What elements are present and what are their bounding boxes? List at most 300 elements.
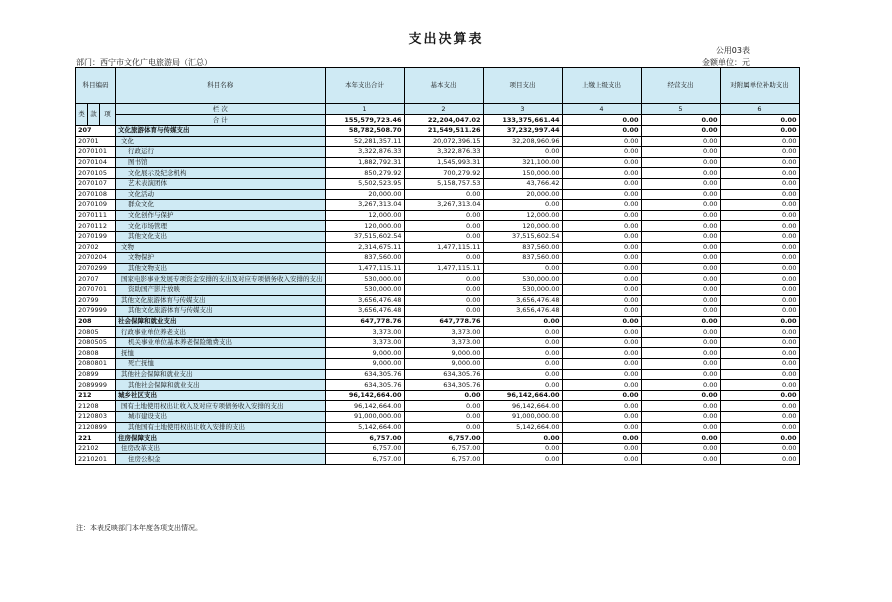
row-business: 0.00 [641, 348, 720, 359]
row-name: 文化市场管理 [116, 221, 326, 232]
row-project: 0.00 [483, 200, 562, 211]
row-basic: 3,267,313.04 [404, 200, 483, 211]
row-subsidy: 0.00 [720, 422, 799, 433]
row-basic: 3,322,876.33 [404, 147, 483, 158]
row-business: 0.00 [641, 274, 720, 285]
table-row [76, 136, 800, 147]
table-row [76, 168, 800, 179]
row-upper: 0.00 [562, 327, 641, 338]
row-business: 0.00 [641, 284, 720, 295]
row-project: 0.00 [483, 380, 562, 391]
row-project: 0.00 [483, 263, 562, 274]
row-code: 2080801 [76, 359, 116, 370]
row-subsidy: 0.00 [720, 337, 799, 348]
row-name: 住房改革支出 [116, 443, 326, 454]
row-project: 0.00 [483, 369, 562, 380]
row-name: 其他文化旅游体育与传媒支出 [116, 306, 326, 317]
header-subsidy: 对附属单位补助支出 [720, 68, 799, 104]
row-basic: 1,477,115.11 [404, 263, 483, 274]
column-index-1: 1 [325, 104, 404, 115]
row-subsidy: 0.00 [720, 433, 799, 444]
row-name: 行政事业单位养老支出 [116, 327, 326, 338]
table-row [76, 200, 800, 211]
row-upper: 0.00 [562, 412, 641, 423]
row-upper: 0.00 [562, 242, 641, 253]
row-subsidy: 0.00 [720, 348, 799, 359]
row-basic: 21,549,511.26 [404, 126, 483, 137]
row-total: 96,142,664.00 [325, 390, 404, 401]
row-code: 2070109 [76, 200, 116, 211]
row-basic: 9,000.00 [404, 348, 483, 359]
row-total: 850,279.92 [325, 168, 404, 179]
row-subsidy: 0.00 [720, 390, 799, 401]
row-basic: 0.00 [404, 221, 483, 232]
table-row [76, 422, 800, 433]
row-code: 208 [76, 316, 116, 327]
row-upper: 0.00 [562, 189, 641, 200]
table-row [76, 390, 800, 401]
row-basic: 0.00 [404, 295, 483, 306]
row-name: 抚恤 [116, 348, 326, 359]
row-business: 0.00 [641, 306, 720, 317]
row-basic: 6,757.00 [404, 433, 483, 444]
table-row [76, 189, 800, 200]
table-row [76, 316, 800, 327]
row-name: 其他国有土地使用权出让收入安排的支出 [116, 422, 326, 433]
row-project: 321,100.00 [483, 157, 562, 168]
row-business: 0.00 [641, 443, 720, 454]
total-c6: 0.00 [720, 115, 799, 126]
row-business: 0.00 [641, 422, 720, 433]
row-code: 2070111 [76, 210, 116, 221]
table-row [76, 369, 800, 380]
row-subsidy: 0.00 [720, 253, 799, 264]
row-upper: 0.00 [562, 306, 641, 317]
row-project: 43,766.42 [483, 178, 562, 189]
row-upper: 0.00 [562, 253, 641, 264]
row-business: 0.00 [641, 157, 720, 168]
row-code: 20702 [76, 242, 116, 253]
row-business: 0.00 [641, 390, 720, 401]
row-name: 文物保护 [116, 253, 326, 264]
row-code: 2070107 [76, 178, 116, 189]
row-total: 52,281,357.11 [325, 136, 404, 147]
total-label: 合 计 [116, 115, 326, 126]
row-code: 2070204 [76, 253, 116, 264]
row-project: 37,515,602.54 [483, 231, 562, 242]
row-total: 530,000.00 [325, 284, 404, 295]
column-index-6: 6 [720, 104, 799, 115]
header-xiang: 项 [100, 104, 116, 126]
row-project: 837,560.00 [483, 253, 562, 264]
row-subsidy: 0.00 [720, 157, 799, 168]
row-project: 5,142,664.00 [483, 422, 562, 433]
row-total: 530,000.00 [325, 274, 404, 285]
row-total: 3,373.00 [325, 327, 404, 338]
row-subsidy: 0.00 [720, 454, 799, 465]
table-row [76, 348, 800, 359]
row-business: 0.00 [641, 454, 720, 465]
row-code: 2070299 [76, 263, 116, 274]
row-name: 群众文化 [116, 200, 326, 211]
row-subsidy: 0.00 [720, 168, 799, 179]
row-upper: 0.00 [562, 316, 641, 327]
row-upper: 0.00 [562, 443, 641, 454]
table-row [76, 284, 800, 295]
row-code: 2080505 [76, 337, 116, 348]
row-business: 0.00 [641, 147, 720, 158]
row-name: 文物 [116, 242, 326, 253]
header-basic: 基本支出 [404, 68, 483, 104]
row-upper: 0.00 [562, 295, 641, 306]
table-row [76, 337, 800, 348]
footnote: 注：本表反映部门本年度各项支出情况。 [76, 524, 202, 532]
table-row [76, 295, 800, 306]
row-code: 21208 [76, 401, 116, 412]
row-name: 社会保障和就业支出 [116, 316, 326, 327]
row-code: 2070101 [76, 147, 116, 158]
row-name: 行政运行 [116, 147, 326, 158]
row-project: 0.00 [483, 348, 562, 359]
row-upper: 0.00 [562, 284, 641, 295]
row-business: 0.00 [641, 316, 720, 327]
row-name: 住房公积金 [116, 454, 326, 465]
row-basic: 0.00 [404, 284, 483, 295]
row-total: 91,000,000.00 [325, 412, 404, 423]
row-basic: 9,000.00 [404, 359, 483, 370]
row-basic: 0.00 [404, 401, 483, 412]
row-subsidy: 0.00 [720, 295, 799, 306]
row-name: 其他社会保障和就业支出 [116, 380, 326, 391]
table-row [76, 210, 800, 221]
row-project: 530,000.00 [483, 284, 562, 295]
amount-unit-label: 金额单位：元 [702, 58, 750, 67]
table-row [76, 401, 800, 412]
row-subsidy: 0.00 [720, 327, 799, 338]
table-row [76, 274, 800, 285]
row-total: 3,656,476.48 [325, 306, 404, 317]
row-business: 0.00 [641, 369, 720, 380]
row-code: 2079999 [76, 306, 116, 317]
row-business: 0.00 [641, 242, 720, 253]
table-row [76, 126, 800, 137]
row-name: 资助国产影片放映 [116, 284, 326, 295]
row-basic: 5,158,757.53 [404, 178, 483, 189]
row-code: 2070199 [76, 231, 116, 242]
row-code: 221 [76, 433, 116, 444]
row-name: 城市建设支出 [116, 412, 326, 423]
row-business: 0.00 [641, 337, 720, 348]
row-total: 120,000.00 [325, 221, 404, 232]
row-project: 0.00 [483, 147, 562, 158]
row-basic: 700,279.92 [404, 168, 483, 179]
row-upper: 0.00 [562, 337, 641, 348]
row-upper: 0.00 [562, 147, 641, 158]
row-basic: 0.00 [404, 390, 483, 401]
row-basic: 3,373.00 [404, 327, 483, 338]
row-name: 文化旅游体育与传媒支出 [116, 126, 326, 137]
table-row [76, 327, 800, 338]
row-business: 0.00 [641, 136, 720, 147]
column-index-5: 5 [641, 104, 720, 115]
row-code: 2070112 [76, 221, 116, 232]
row-subsidy: 0.00 [720, 443, 799, 454]
row-business: 0.00 [641, 189, 720, 200]
row-basic: 0.00 [404, 210, 483, 221]
header-business: 经营支出 [641, 68, 720, 104]
row-name: 其他文物支出 [116, 263, 326, 274]
row-upper: 0.00 [562, 359, 641, 370]
row-name: 住房保障支出 [116, 433, 326, 444]
row-upper: 0.00 [562, 401, 641, 412]
row-business: 0.00 [641, 231, 720, 242]
row-basic: 1,477,115.11 [404, 242, 483, 253]
row-code: 2210201 [76, 454, 116, 465]
department-label: 部门：西宁市文化广电旅游局（汇总） [76, 58, 212, 67]
row-upper: 0.00 [562, 369, 641, 380]
row-subsidy: 0.00 [720, 189, 799, 200]
form-number: 公用03表 [715, 46, 750, 55]
table-row [76, 359, 800, 370]
row-basic: 647,778.76 [404, 316, 483, 327]
row-subsidy: 0.00 [720, 284, 799, 295]
row-subsidy: 0.00 [720, 359, 799, 370]
row-code: 20701 [76, 136, 116, 147]
row-code: 2070108 [76, 189, 116, 200]
row-code: 2089999 [76, 380, 116, 391]
row-code: 2070701 [76, 284, 116, 295]
row-business: 0.00 [641, 126, 720, 137]
row-code: 212 [76, 390, 116, 401]
row-upper: 0.00 [562, 157, 641, 168]
row-project: 3,656,476.48 [483, 295, 562, 306]
row-name: 艺术表演团体 [116, 178, 326, 189]
row-total: 837,560.00 [325, 253, 404, 264]
row-business: 0.00 [641, 327, 720, 338]
row-basic: 6,757.00 [404, 443, 483, 454]
row-upper: 0.00 [562, 231, 641, 242]
row-basic: 0.00 [404, 306, 483, 317]
row-project: 0.00 [483, 327, 562, 338]
row-total: 6,757.00 [325, 433, 404, 444]
row-subsidy: 0.00 [720, 316, 799, 327]
row-code: 2070105 [76, 168, 116, 179]
row-project: 0.00 [483, 337, 562, 348]
row-business: 0.00 [641, 359, 720, 370]
row-total: 58,782,508.70 [325, 126, 404, 137]
row-business: 0.00 [641, 178, 720, 189]
row-upper: 0.00 [562, 390, 641, 401]
row-code: 20707 [76, 274, 116, 285]
row-name: 国家电影事业发展专项资金安排的支出及对应专项债务收入安排的支出 [116, 274, 326, 285]
row-business: 0.00 [641, 210, 720, 221]
row-upper: 0.00 [562, 274, 641, 285]
row-total: 5,142,664.00 [325, 422, 404, 433]
row-basic: 0.00 [404, 253, 483, 264]
row-subsidy: 0.00 [720, 263, 799, 274]
row-upper: 0.00 [562, 422, 641, 433]
row-code: 20808 [76, 348, 116, 359]
row-business: 0.00 [641, 295, 720, 306]
row-project: 96,142,664.00 [483, 390, 562, 401]
row-basic: 0.00 [404, 231, 483, 242]
row-upper: 0.00 [562, 348, 641, 359]
row-project: 37,232,997.44 [483, 126, 562, 137]
row-subsidy: 0.00 [720, 306, 799, 317]
row-name: 文化活动 [116, 189, 326, 200]
row-name: 城乡社区支出 [116, 390, 326, 401]
row-project: 530,000.00 [483, 274, 562, 285]
table-row [76, 147, 800, 158]
row-total: 5,502,523.95 [325, 178, 404, 189]
table-row [76, 231, 800, 242]
row-project: 20,000.00 [483, 189, 562, 200]
total-c2: 22,204,047.02 [404, 115, 483, 126]
row-code: 207 [76, 126, 116, 137]
row-name: 其他社会保障和就业支出 [116, 369, 326, 380]
row-name: 文化创作与保护 [116, 210, 326, 221]
row-subsidy: 0.00 [720, 178, 799, 189]
row-subsidy: 0.00 [720, 231, 799, 242]
table-row [76, 178, 800, 189]
total-c4: 0.00 [562, 115, 641, 126]
expenditure-table [75, 67, 800, 465]
row-upper: 0.00 [562, 136, 641, 147]
row-basic: 0.00 [404, 189, 483, 200]
row-subsidy: 0.00 [720, 369, 799, 380]
row-project: 0.00 [483, 454, 562, 465]
column-index-4: 4 [562, 104, 641, 115]
row-upper: 0.00 [562, 380, 641, 391]
row-code: 2120803 [76, 412, 116, 423]
table-row [76, 454, 800, 465]
row-total: 1,882,792.31 [325, 157, 404, 168]
row-basic: 20,072,396.15 [404, 136, 483, 147]
row-total: 9,000.00 [325, 359, 404, 370]
row-business: 0.00 [641, 263, 720, 274]
column-index-2: 2 [404, 104, 483, 115]
row-basic: 0.00 [404, 412, 483, 423]
header-upper: 上缴上级支出 [562, 68, 641, 104]
header-project: 项目支出 [483, 68, 562, 104]
table-body [76, 126, 800, 465]
row-subsidy: 0.00 [720, 401, 799, 412]
row-total: 3,322,876.33 [325, 147, 404, 158]
table-row [76, 221, 800, 232]
row-total: 634,305.76 [325, 380, 404, 391]
table-row [76, 242, 800, 253]
row-business: 0.00 [641, 433, 720, 444]
row-subsidy: 0.00 [720, 242, 799, 253]
row-code: 20799 [76, 295, 116, 306]
row-basic: 3,373.00 [404, 337, 483, 348]
row-basic: 0.00 [404, 274, 483, 285]
row-total: 3,373.00 [325, 337, 404, 348]
row-total: 20,000.00 [325, 189, 404, 200]
row-business: 0.00 [641, 253, 720, 264]
row-project: 0.00 [483, 316, 562, 327]
row-subsidy: 0.00 [720, 136, 799, 147]
row-subsidy: 0.00 [720, 380, 799, 391]
row-business: 0.00 [641, 412, 720, 423]
row-project: 0.00 [483, 433, 562, 444]
row-subsidy: 0.00 [720, 126, 799, 137]
row-project: 91,000,000.00 [483, 412, 562, 423]
row-upper: 0.00 [562, 178, 641, 189]
table-row [76, 433, 800, 444]
row-total: 96,142,664.00 [325, 401, 404, 412]
row-name: 死亡抚恤 [116, 359, 326, 370]
header-name: 科目名称 [116, 68, 326, 104]
row-basic: 6,757.00 [404, 454, 483, 465]
row-subsidy: 0.00 [720, 274, 799, 285]
row-project: 32,208,960.96 [483, 136, 562, 147]
row-upper: 0.00 [562, 126, 641, 137]
row-total: 3,267,313.04 [325, 200, 404, 211]
row-business: 0.00 [641, 221, 720, 232]
row-name: 文化展示及纪念机构 [116, 168, 326, 179]
row-total: 2,314,675.11 [325, 242, 404, 253]
row-name: 机关事业单位基本养老保险缴费支出 [116, 337, 326, 348]
row-name: 文化 [116, 136, 326, 147]
row-total: 37,515,602.54 [325, 231, 404, 242]
row-total: 9,000.00 [325, 348, 404, 359]
row-basic: 0.00 [404, 422, 483, 433]
row-project: 120,000.00 [483, 221, 562, 232]
row-total: 3,656,476.48 [325, 295, 404, 306]
total-c3: 133,375,661.44 [483, 115, 562, 126]
row-code: 2070104 [76, 157, 116, 168]
row-business: 0.00 [641, 200, 720, 211]
row-code: 20899 [76, 369, 116, 380]
total-c1: 155,579,723.46 [325, 115, 404, 126]
row-upper: 0.00 [562, 221, 641, 232]
row-total: 12,000.00 [325, 210, 404, 221]
row-upper: 0.00 [562, 168, 641, 179]
row-name: 其他文化支出 [116, 231, 326, 242]
row-name: 图书馆 [116, 157, 326, 168]
row-business: 0.00 [641, 168, 720, 179]
row-upper: 0.00 [562, 433, 641, 444]
header-total: 本年支出合计 [325, 68, 404, 104]
row-name: 其他文化旅游体育与传媒支出 [116, 295, 326, 306]
row-upper: 0.00 [562, 454, 641, 465]
row-project: 0.00 [483, 359, 562, 370]
total-c5: 0.00 [641, 115, 720, 126]
row-total: 634,305.76 [325, 369, 404, 380]
row-business: 0.00 [641, 380, 720, 391]
row-total: 6,757.00 [325, 454, 404, 465]
row-total: 647,778.76 [325, 316, 404, 327]
row-code: 2120899 [76, 422, 116, 433]
row-upper: 0.00 [562, 210, 641, 221]
row-upper: 0.00 [562, 200, 641, 211]
header-lei: 类 [76, 104, 88, 126]
table-row [76, 443, 800, 454]
row-subsidy: 0.00 [720, 200, 799, 211]
table-row [76, 306, 800, 317]
row-name: 国有土地使用权出让收入及对应专项债务收入安排的支出 [116, 401, 326, 412]
row-code: 20805 [76, 327, 116, 338]
row-subsidy: 0.00 [720, 147, 799, 158]
row-total: 1,477,115.11 [325, 263, 404, 274]
report-title: 支出决算表 [408, 32, 484, 47]
row-business: 0.00 [641, 401, 720, 412]
table-row [76, 253, 800, 264]
column-index-3: 3 [483, 104, 562, 115]
row-project: 12,000.00 [483, 210, 562, 221]
column-index-label: 栏 次 [116, 104, 326, 115]
